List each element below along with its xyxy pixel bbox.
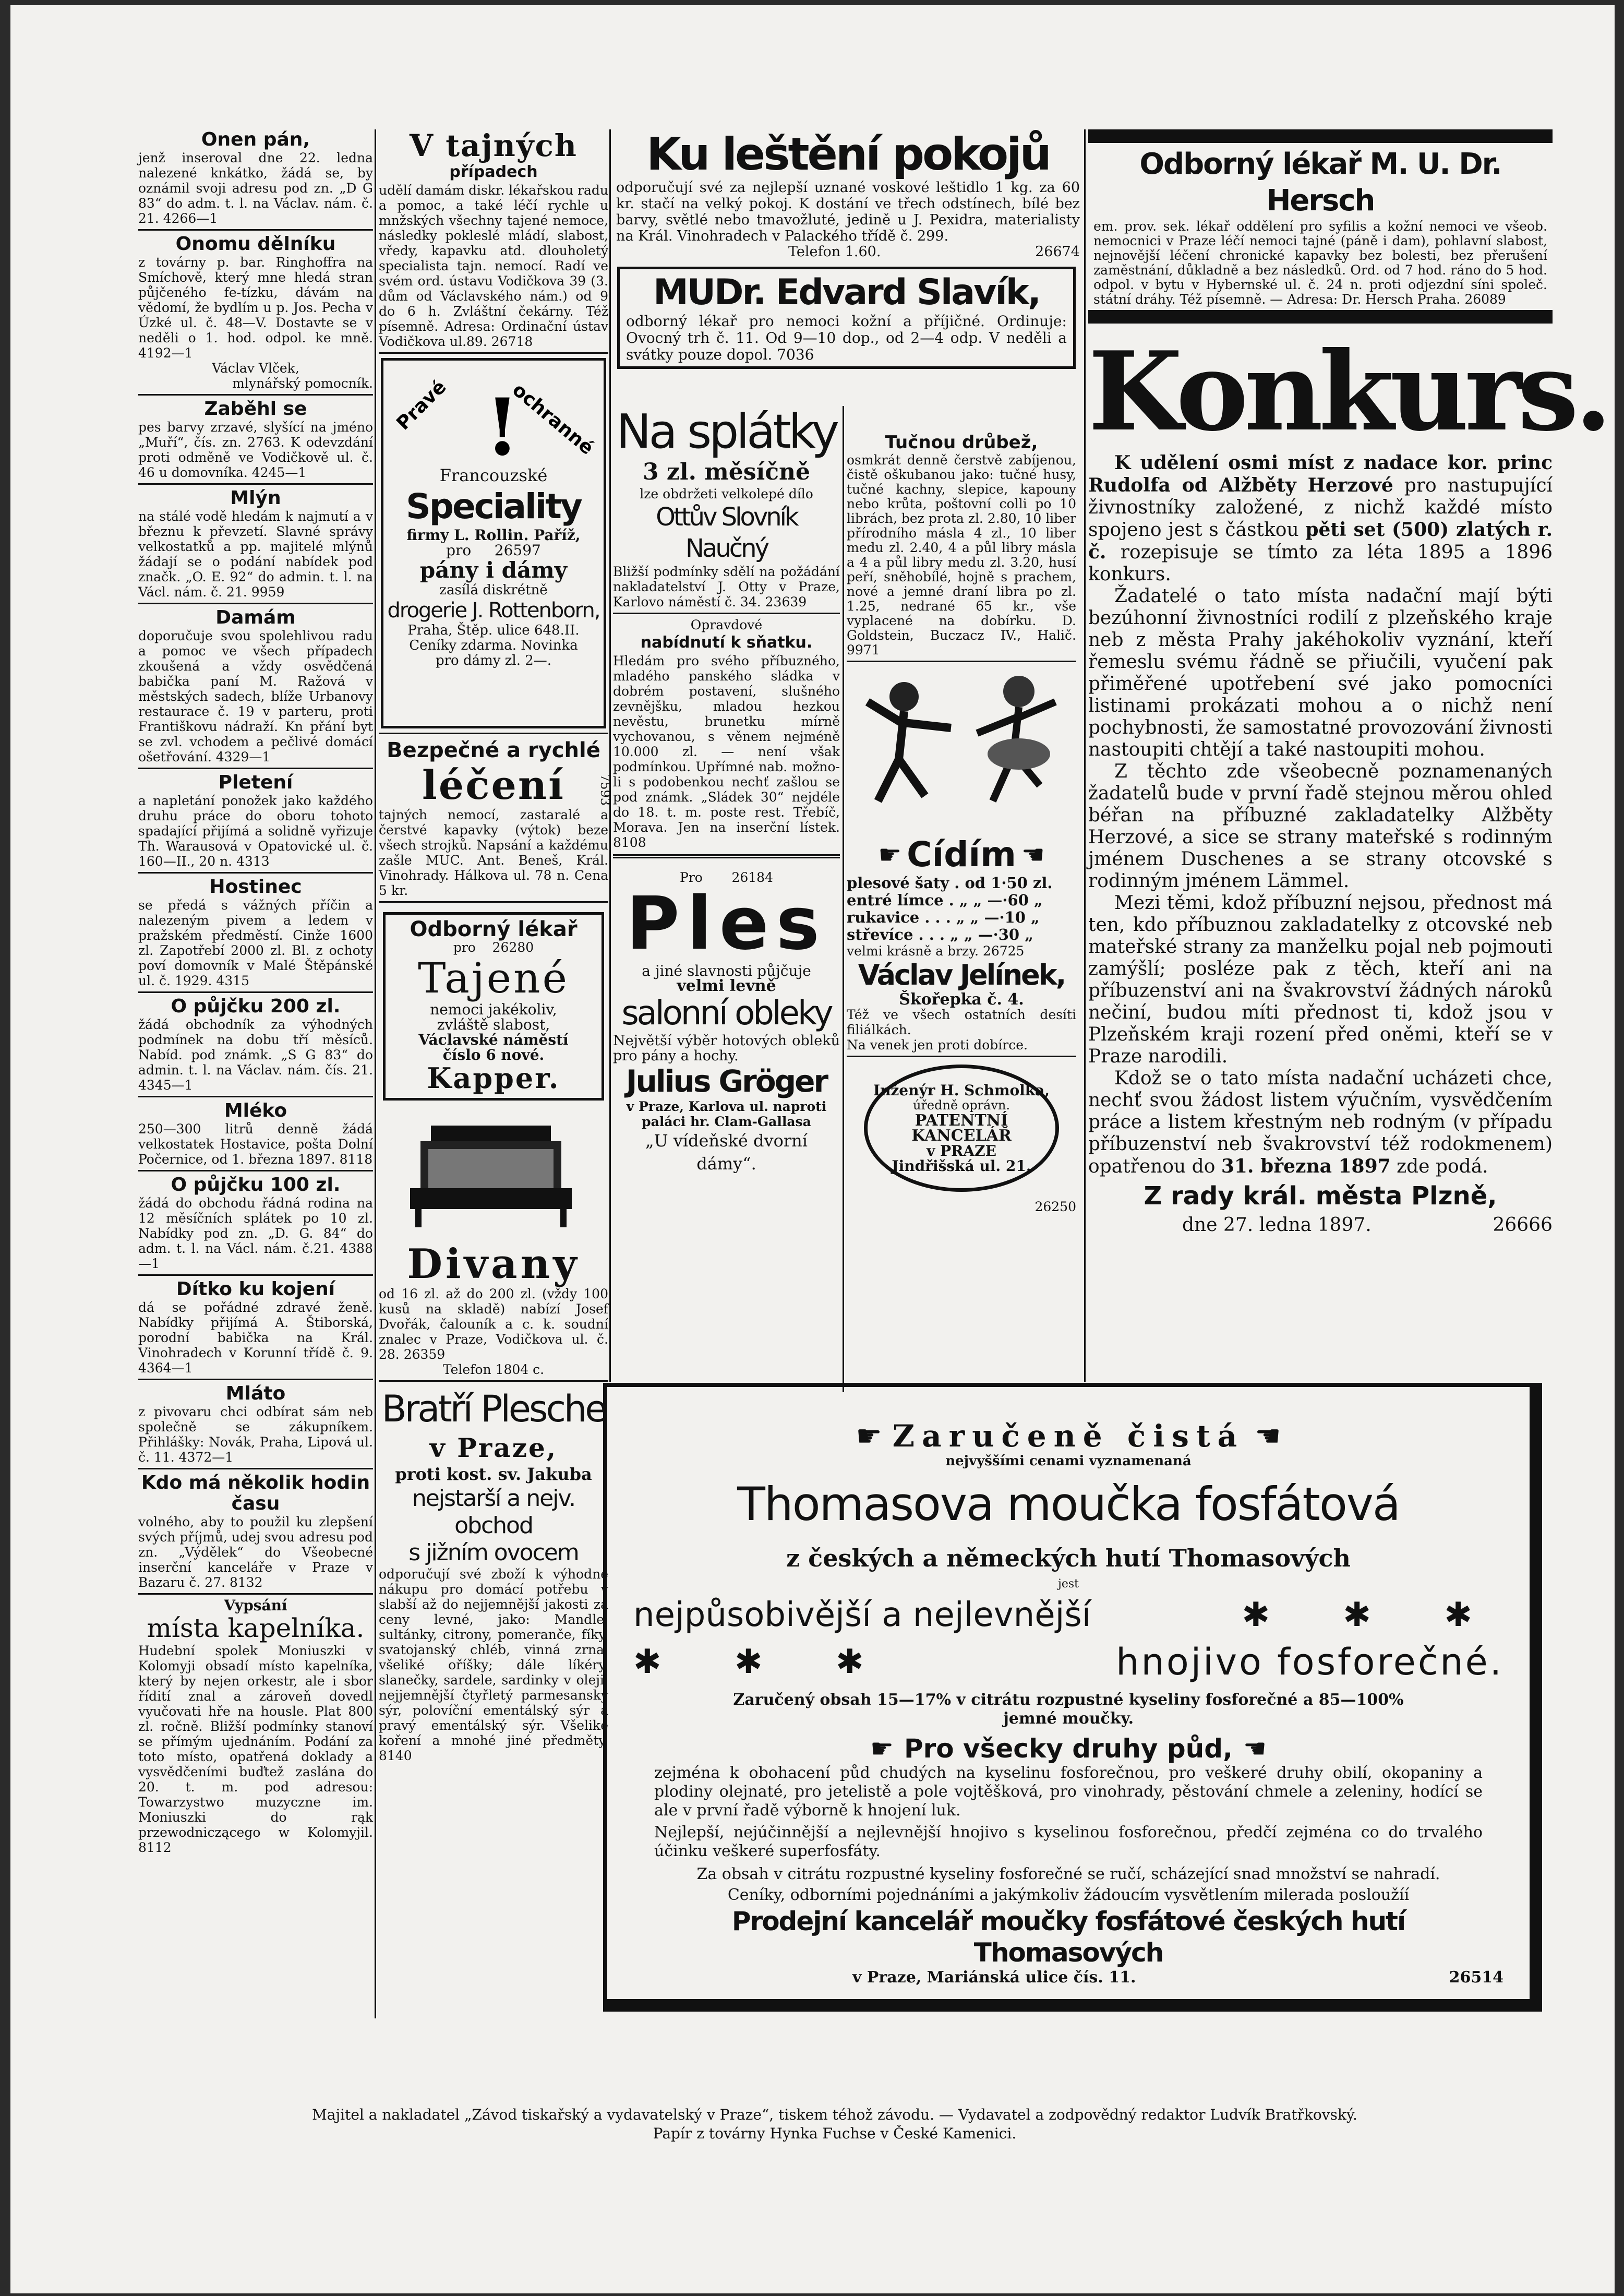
konkurs-p2: Žadatelé o tato místa nadační mají býti bezúhonní živnostníci rodilí z plzeňského kraje neb z města Prahy jakéhokoliv vyznání, kteří řemeslu svému řádně se přiučili, vyučení pak přiměřené upotřebení své jako pomocníci listinami prokázati mohou a o nichž není pochybnosti, že samostatné provozování živnosti nastoupiti chtějí a také nastoupiti mohou. <box>1088 585 1553 760</box>
ad-v-tajnych <box>379 129 608 349</box>
ad-ref: 9971 <box>847 642 880 657</box>
ad-title-large: místa kapelníka. <box>147 1613 365 1643</box>
spec-big: Speciality <box>406 486 581 527</box>
spec-line-3: zasílá diskrétně <box>439 582 548 598</box>
divider <box>138 603 373 604</box>
ad-body <box>138 1514 373 1590</box>
ad-bezpecne <box>379 737 612 898</box>
pointing-hand-icon: ☛ <box>870 1733 894 1764</box>
thomas-body-1: zejména k obohacení půd chudých na kyselinu fosforečnou, pro veškeré druhy obilí, okopaniny a plodiny olejnaté, pro jetelistě a pole vojtěšková, pro vinohrady, pěstování chmele a zeleniny, hodící se ale v první řadě výborně k hnojení luk. <box>654 1764 1483 1820</box>
konkurs-date-row <box>1088 1214 1553 1236</box>
ad-oldest: nejstarší a nejv. obchod <box>412 1485 575 1539</box>
cidim-line-5 <box>847 943 1076 959</box>
ad-ref: 8140 <box>379 1748 412 1763</box>
ad-body <box>1093 219 1547 307</box>
divider <box>379 352 608 354</box>
pointing-hand-icon: ☚ <box>1255 1419 1281 1453</box>
ad-tel: Telefon 1804 c. <box>442 1362 545 1377</box>
ad-snatek <box>613 617 840 850</box>
pointing-hand-icon: ☛ <box>878 839 902 870</box>
ad-ref: 26184 <box>731 870 773 885</box>
spec-line-1: Francouzské <box>439 465 548 485</box>
ad-ref: 4313 <box>236 854 270 869</box>
pointing-hand-icon: ☚ <box>1243 1733 1267 1764</box>
divider <box>138 1170 373 1171</box>
divider <box>138 1468 373 1469</box>
thomas-office: Prodejní kancelář moučky fosfátové českých hutí Thomasových <box>731 1906 1405 1968</box>
ad-ref: 26718 <box>491 334 533 349</box>
ad-title: V tajných <box>410 128 578 163</box>
ad-ref: 4245—1 <box>251 465 307 480</box>
ad-body-text: volného, aby to použil ku zlepšení svých příjmů, udej svou adresu pod zn. „Výdělek“ do Všeobecné inserční kanceláře v Praze v Bazaru č. 27. <box>138 1514 373 1590</box>
thomas-jest: jest <box>1058 1577 1079 1591</box>
ad-body <box>138 150 373 226</box>
ad-name: Kapper. <box>427 1061 560 1095</box>
ad-body <box>138 628 373 764</box>
divider <box>613 854 840 866</box>
column-divider <box>609 129 611 1382</box>
divider <box>138 1593 373 1595</box>
column-3 <box>613 129 1080 1392</box>
ad-name: Julius Gröger <box>625 1063 827 1099</box>
konkurs-p5-text: Kdož se o tato místa nadační ucházeti chce, nechť svou žádost listem výučním, vysvědčením práce a listem křestným neb rodným (v případu příbuzenství neb švakrovství též rodokmenem) opatřenou do <box>1088 1068 1553 1177</box>
ad-body-2: Na venek jen proti dobírce. <box>847 1037 1028 1053</box>
ad-body-text: se předá s vážných příčin a nalezeným pivem a ledem v pražském předměstí. Cinže 1600 zl. Zapotřebí 2000 zl. Bl. z ochoty poví domovník v Malé Štěpánské ul. č. 1929. <box>138 898 373 988</box>
ad-mleko <box>138 1101 373 1167</box>
ad-drubez <box>847 432 1076 1214</box>
ad-big-text: Tajené <box>418 954 569 1002</box>
ad-city: v Praze, <box>429 1432 558 1463</box>
konkurs-p1-bold-2: pěti set (500) zlatých r. č. <box>1088 519 1553 563</box>
ad-body-text: na stálé vodě hledám k najmutí a v březnu k převzetí. Slavné správy velkostatků a pp. majitelé mlýnů žádají se o podání nabídek pod značk. „O. E. 92“ do admin. t. l. na Václ. nám. č. 21. <box>138 509 373 600</box>
schmolka-line-4: v PRAZE <box>927 1142 996 1159</box>
ad-body <box>138 898 373 988</box>
ad-body <box>138 509 373 600</box>
ad-body-3: Václavské náměstí <box>418 1031 569 1048</box>
ad-ref: 23639 <box>765 594 807 609</box>
thomas-addr-row <box>633 1968 1503 1987</box>
ad-onen-pan <box>138 129 373 226</box>
divider <box>138 1274 373 1276</box>
ad-big-text: léčení <box>422 762 565 808</box>
ad-ref: 26725 <box>982 943 1025 959</box>
ad-body-text: od 16 zl. až do 200 zl. (vždy 100 kusů na skladě) nabízí Josef Dvořák, čalouník a c. k. soudní znalec v Praze, Vodičkova ul. č. 28. <box>379 1286 608 1362</box>
ad-title: Mláto <box>225 1383 286 1404</box>
ad-body-text: z pivovaru chci odbírat sám neb společně se zákupníkem. Přihlášky: Novák, Praha, Lipová ul. č. 11. <box>138 1404 373 1465</box>
ad-title-2: nabídnutí k sňatku. <box>640 633 813 652</box>
divider <box>138 394 373 396</box>
ad-title: Dítko ku kojení <box>176 1278 335 1300</box>
ad-ref: 8118 <box>339 1152 373 1167</box>
spec-pro-label: pro <box>446 542 472 559</box>
ad-body-text: žádá do obchodu řádná rodina na 12 měsíčních splátek po 10 zl. Nabídky pod zn. „D. G. 84“ do adm. t. l. na Václ. nám. č.21. <box>138 1195 373 1256</box>
ad-tel: Telefon 1.60. <box>788 244 881 260</box>
ad-title: Tučnou drůbež, <box>885 432 1038 453</box>
thomas-body-3: Za obsah v citrátu rozpustné kyseliny fosforečné se ručí, scházející snad množství se nahradí. <box>696 1865 1440 1883</box>
schmolka-line-2: úředně oprávn. <box>912 1098 1011 1113</box>
spec-line-2: firmy L. Rollin. Paříž, <box>406 527 581 544</box>
divider <box>613 613 840 614</box>
ad-body-1: nemoci jakékoliv, <box>430 1001 557 1018</box>
thomas-pud: Pro všecky druhy půd, <box>904 1733 1233 1764</box>
ad-big-text: Bratří Plesche <box>381 1388 606 1430</box>
footer-line-1: Majitel a nakladatel „Závod tiskařský a vydavatelský v Praze“, tiskem téhož závodu. — Vydavatel a zodpovědný redaktor Ludvík Bratřkovský. <box>312 2106 1357 2123</box>
cidim-line-1: plesové šaty . od 1·50 zl. <box>847 874 1053 892</box>
ad-ref: 4372—1 <box>178 1450 234 1465</box>
ad-body-text: odporučují své zboží k výhodné nákupu pro domácí potřebu v slabší až do nejjemnější jakosti za ceny levné, jako: Mandle, sultánky, citrony, pomeranče, fíky, svatojanský chléb, vinná zrna, všeliké oříšky; dále líkéry, slanečky, sardele, sardinky v oleji, nejjemnější čtyřletý parmesanský sýr, polovíční ementálský sýr a pravý ementálský sýr. Všeliké koření a mnohé jiné předměty. <box>379 1566 608 1748</box>
ad-body <box>138 1017 373 1093</box>
ad-ref: 4388—1 <box>138 1241 373 1271</box>
ad-hersch <box>1088 129 1553 324</box>
thomas-hnojivo-row <box>633 1639 1503 1685</box>
divider <box>379 1380 608 1382</box>
schmolka-line-3: PATENTNÍ KANCELÁŘ <box>911 1111 1012 1145</box>
ad-big-text: Ples <box>626 881 827 966</box>
ad-ref: 4329—1 <box>215 749 271 764</box>
ad-body-text: z továrny p. bar. Ringhoffra na Smíchově, který mne hledá stran půjčeného fe-tízku, dávám na vědomí, že bydlím u p. Jos. Pecha v Úzké ul. č. 48—V. Dostavte se v neděli o 1. hod. odpol. ke mně. <box>138 255 373 345</box>
ad-title: Damám <box>215 607 296 628</box>
ad-zabehl <box>138 399 373 480</box>
ad-slavik <box>617 267 1076 369</box>
ad-sub: 3 zl. měsíčně <box>642 459 811 485</box>
ad-ples <box>613 870 840 1175</box>
sofa-illustration <box>379 1110 603 1240</box>
ad-body <box>138 1404 373 1465</box>
ad-ref: 4345—1 <box>138 1078 193 1093</box>
konkurs-p5-text-2: zde podá. <box>1397 1156 1488 1177</box>
ad-fruit: s jižním ovocem <box>408 1539 579 1566</box>
schmolka-oval <box>864 1065 1059 1192</box>
thomas-addr: v Praze, Mariánská ulice čís. 11. <box>852 1968 1136 1987</box>
divider <box>847 1056 1076 1057</box>
divider <box>138 483 373 485</box>
ad-body-text: odborný lékař pro nemoci kožní a příjičné. Ordinuje: Ovocný trh č. 11. Od 9—10 dop., od 2—4 odp. V neděli a svátky pouze dopol. <box>626 313 1067 363</box>
column-4 <box>1088 129 1608 1392</box>
thomas-stars: ✱ ✱ ✱ <box>1242 1596 1503 1634</box>
ad-body <box>847 453 1076 657</box>
konkurs-p1-text-2: rozepisuje se tímto za léta 1895 a 1896 konkurs. <box>1088 542 1553 585</box>
divider <box>138 991 373 993</box>
schmolka-line-1: Inženýr H. Schmolka, <box>873 1082 1050 1099</box>
divider <box>138 229 373 231</box>
ad-ref: 4315 <box>216 973 250 988</box>
thomas-from: z českých a německých hutí Thomasových <box>786 1544 1351 1572</box>
ad-pujcku-100 <box>138 1175 373 1271</box>
dancers-illustration <box>847 665 1076 832</box>
ad-body-text: pes barvy zrzavé, slyšící na jméno „Muří“, čís. zn. 2763. K odevzdání proti odměně ve Vodičkově ul. č. 46 u domovníka. <box>138 420 373 480</box>
ad-ref: 7036 <box>777 346 814 363</box>
ad-title: Odborný lékař <box>410 917 578 941</box>
ad-body-4: číslo 6 nové. <box>442 1046 545 1063</box>
ad-title: Onomu dělníku <box>175 233 336 255</box>
ad-ref: 4192—1 <box>138 345 193 361</box>
spec-cenik-2: pro dámy zl. 2—. <box>435 653 552 668</box>
exclamation-mark: ! <box>485 381 520 473</box>
newspaper-page <box>10 5 1615 2293</box>
ad-title: Mlýn <box>230 487 281 509</box>
schmolka-line-5: Jindřišská ul. 21. <box>892 1157 1031 1175</box>
cidim-line-2: entré límce . „ „ —·60 „ <box>847 891 1043 909</box>
thomas-body-4: Ceníky, odborními pojednáními a jakýmkoliv žádoucím vysvětlením milerada posloužíí <box>727 1886 1410 1904</box>
ad-addr: v Praze, Karlova ul. naproti paláci hr. Clam-Gallasa <box>626 1099 827 1129</box>
ad-body <box>613 564 840 609</box>
ad-big-text: Ku leštění pokojů <box>646 128 1050 181</box>
ad-body <box>138 1195 373 1271</box>
ad-side-ref: 7593 <box>598 774 612 806</box>
ad-onomu <box>138 234 373 391</box>
ad-subtitle: případech <box>449 163 538 181</box>
cidim-heading <box>847 834 1076 875</box>
ad-thomas <box>603 1383 1542 2012</box>
spec-pany: pány i dámy <box>419 557 568 583</box>
ad-title: Hostinec <box>209 876 302 898</box>
footer <box>209 2106 1461 2143</box>
thomas-top: Zaručeně čistá <box>892 1418 1245 1454</box>
cidim-line-4: střevíce . . . „ „ —·30 „ <box>847 926 1033 943</box>
thomas-best: nejpůsobivější a nejlevnější <box>633 1596 1091 1634</box>
ad-body <box>138 420 373 480</box>
ad-ref: 4266—1 <box>163 211 218 226</box>
divider <box>138 1379 373 1380</box>
ad-kdo <box>138 1473 373 1590</box>
ad-speciality <box>381 358 606 728</box>
arc-left-text: Pravé <box>392 376 451 435</box>
pointing-hand-icon: ☛ <box>856 1419 882 1453</box>
ad-big-text: MUDr. Edvard Slavík, <box>653 272 1040 313</box>
ad-ref: 26674 <box>1035 244 1080 260</box>
ad-body-text: osmkrát denně čerstvě zabíjenou, čistě oškubanou jako: tučné husy, tučné kachny, slepice, kapouny nebo krůta, poštovní colli po 10 librách, bez prota zl. 2.80, 10 liber přírodního másla 4 zl., 10 liber medu zl. 2.40, 4 a půl libry másla a 4 a půl libry medu zl. 3.20, husí peří, sněhobílé, hojně s prachem, nové a jemné draní libra po zl. 1.25, nedrané 65 kr., vše vyplacené na dobírku. D. Goldstein, Buczacz IV., Halič. <box>847 452 1076 643</box>
ad-mlyn <box>138 488 373 600</box>
cidim-line-5-text: velmi krásně a brzy. <box>847 943 979 959</box>
ad-loc: proti kost. sv. Jakuba <box>395 1464 592 1484</box>
thomas-top-row <box>633 1418 1503 1454</box>
ad-body <box>138 1643 373 1855</box>
divider <box>379 733 608 734</box>
ad-title: Mléko <box>224 1100 287 1121</box>
ad-pro-label: Pro <box>680 870 703 885</box>
ad-big-text: Divany <box>407 1240 580 1288</box>
konkurs-p3: Z těchto zde všeobecně poznamenaných žadatelů bude v první řadě stejnou měrou ohled béřan na příbuzné zakladatelky Alžběty Herzové, a sice se strany mateřské s rodinným jménem Duschenes a se strany otcovské s rodinným jménem Lämmel. <box>1088 761 1553 892</box>
ad-addr: Škořepka č. 4. <box>899 990 1024 1009</box>
ad-divany <box>379 1110 608 1377</box>
konkurs-p4: Mezi těmi, kdož příbuzní nejsou, přednost má ten, kdo příbuznou zakladatelky z otcovské neb mateřské strany za manželku pojal neb pojmouti zamýšlí; posléze pak z těch, kteří ani na příbuzenství ani na švakrovství žádných nároků nečiní, budou míti přednost ti, kdož jsou v Plzeňském kraji rození před oněmi, kteří se v Praze narodili. <box>1088 892 1553 1067</box>
ad-pujcku-200 <box>138 996 373 1093</box>
thomas-big: Thomasova moučka fosfátová <box>737 1477 1400 1531</box>
ad-sub-2: velmi levně <box>677 977 776 995</box>
ad-body-text: udělí damám diskr. lékařskou radu a pomoc, a také léčí rychle u mnžských všechny tajené nemoce, následky pokleslé mládí, slabost, vředy, kapavku atd. dlouholetý specialista tajn. nemocí. Radí ve svém ord. ústavu Vodičkova 39 (3. dům od Václavského nám.) od 9 do 6 h. Zvláštní čekárny. Též písemně. Adresa: Ordinační ústav Vodičkova ul.89. <box>379 183 608 349</box>
ad-ref: 4364—1 <box>138 1360 193 1376</box>
thomas-obsah: Zaručený obsah 15—17% v citrátu rozpustné kyseliny fosforečné a 85—100% jemné moučky. <box>733 1691 1404 1728</box>
ad-ref: 8108 <box>613 835 646 850</box>
ad-title: Zaběhl se <box>204 398 307 420</box>
ad-signature-role: mlynářský pomocník. <box>232 376 373 391</box>
column-divider <box>375 129 376 2018</box>
ad-tel-row <box>616 244 1080 259</box>
ad-ref: 26666 <box>1493 1214 1553 1236</box>
ad-ref: 26250 <box>1034 1199 1076 1214</box>
ad-body: odporučují své za nejlepší uznané voskové leštidlo 1 kg. za 60 kr. stačí na velký pokoj. K dostání ve třech odstínech, bílé bez barvy, světlé nebo tmavožluté, jedině u J. Pexidra, materialisty na Král. Vinohradech v Palackého třídě č. 299. <box>616 180 1080 244</box>
ad-body-text: 250—300 litrů denně žádá velkostatek Hostavice, pošta Dolní Počernice, od 1. března 1897. <box>138 1121 373 1167</box>
cidim-line-3: rukavice . . . „ „ —·10 „ <box>847 908 1040 926</box>
thomas-stars-2: ✱ ✱ ✱ <box>633 1643 895 1681</box>
ad-body <box>379 1566 608 1763</box>
arc-lettering-graphic <box>383 361 608 473</box>
ad-splatky <box>613 406 840 1175</box>
spec-addr: Praha, Štěp. ulice 648.II. <box>407 623 580 638</box>
ad-title: Pletení <box>218 772 293 793</box>
ad-body: Největší výběr hotových obleků pro pány a hochy. <box>613 1033 840 1064</box>
column-divider <box>843 406 844 1392</box>
ad-body <box>138 1121 373 1167</box>
ad-body-text: doporučuje svou spolehlivou radu a pomoc ve všech případech zkoušená a vždy osvědčená babička paní M. Ražová v městských sadech, blíže Urbanovy restaurace č. 19 v parteru, proti Františkovu nádraží. Kn přání byt se zvl. vchodem a pečlivé domácí ošetřování. <box>138 628 373 764</box>
ad-body <box>626 313 1067 363</box>
thomas-best-row <box>633 1592 1503 1639</box>
divider <box>138 872 373 874</box>
ad-body: Též ve všech ostatních desíti filiálkách. <box>847 1007 1076 1037</box>
ad-body <box>613 653 840 850</box>
ad-title: Kdo má několik hodin času <box>141 1472 370 1514</box>
ad-body <box>379 183 608 349</box>
ad-body: tajných nemocí, zastaralé a čerstvé kapavky (výtok) beze všech strojků. Napsání a každému zašle MUC. Ant. Beneš, Král. Vinohrady. Hálkova ul. 78 n. Cena 5 kr. <box>379 807 608 898</box>
column-2 <box>379 128 612 2018</box>
ad-oblek: salonní obleky <box>621 994 832 1033</box>
ad-title: Vypsání <box>224 1597 287 1614</box>
ad-plesche <box>379 1385 608 1763</box>
konkurs-p5-bold: 31. března 1897 <box>1221 1155 1391 1177</box>
spec-drogerie: drogerie J. Rottenborn, <box>387 599 600 623</box>
ad-body-2: zvláště slabost, <box>437 1016 550 1033</box>
pointing-hand-icon: ☚ <box>1021 839 1045 870</box>
ad-title: O půjčku 100 zl. <box>171 1174 341 1195</box>
ad-vypsani <box>138 1598 373 1855</box>
ad-name: Václav Jelínek, <box>858 959 1065 991</box>
ad-ditko <box>138 1279 373 1376</box>
thomas-sub: nejvyššími cenami vyznamenaná <box>945 1453 1192 1469</box>
konkurs-p1 <box>1088 452 1553 585</box>
thomas-hnojivo: hnojivo fosforečné. <box>1116 1641 1503 1683</box>
ad-title: Ottův Slovník Naučný <box>656 503 797 563</box>
divider <box>138 768 373 769</box>
ad-big-text: Cídím <box>907 834 1016 875</box>
ad-body-text: jenž inseroval dne 22. ledna nalezené knkátko, žádá se, by oznámil svoji adresu pod zn. „D G 83“ do adm. t. l. na Václav. nám. č. 21. <box>138 150 373 226</box>
konkurs-date: dne 27. ledna 1897. <box>1182 1214 1372 1236</box>
column-1 <box>138 129 373 2024</box>
ad-body-text: žádá obchodník za výhodných podmínek na dobu tří měsíců. Nabíd. pod známk. „S G 83“ do admin. t. l. na Václav. nám. čís. 21. <box>138 1017 373 1078</box>
divider <box>379 901 608 903</box>
ad-big-text: Konkurs. <box>1088 328 1608 456</box>
ad-body-text: Hudební spolek Moniuszki v Kolomyji obsadí místo kapelníka, který by nejen orkestr, ale i sbor řídití znal a zároveň dovedl vyučovati hře na housle. Plat 800 zl. ročně. Bližší podmínky stanoví se přímým ujednáním. Podání za toto místo, opatřená doklady a vysvědčeními buďtež zaslána do 20. t. m. pod adresou: Towarzystwo muzyczne im. Moniuszki do rąk przewodniczącego w Kolomyjil. <box>138 1643 373 1840</box>
ad-body <box>379 1286 608 1362</box>
ad-body-text: em. prov. sek. lékař oddělení pro syfilis a kožní nemoci ve všeob. nemocnici v Praze léčí nemoci tajné (páně i dam), pohlavní slabost, nejnovější léčení chronické kapavky bez bolesti, bez přerušení zaměstnání, důkladně a bez následků. Ord. od 7 hod. ráno do 5 hod. odpol. v bytu v Hybernské ul. č. 24 n. proti odjezdní síni společ. státní dráhy. Též písemně. — Adresa: Dr. Hersch Praha. <box>1093 219 1547 307</box>
divider <box>847 661 1076 662</box>
konkurs-p1-bold: K udělení osmi míst z nadace kor. princ Rudolfa od Alžběty Herzové <box>1088 452 1553 496</box>
ad-ref: 26280 <box>492 940 534 955</box>
ad-title: O půjčku 200 zl. <box>171 996 341 1017</box>
ad-body-1: lze obdržeti velkolepé dílo <box>640 486 813 501</box>
thomas-pud-row <box>633 1733 1503 1764</box>
ad-lesteni <box>613 129 1080 259</box>
ad-shop: „U vídeňské dvorní dámy“. <box>645 1131 808 1174</box>
divider <box>138 1096 373 1097</box>
ad-title: Opravdové <box>690 617 763 632</box>
ad-body <box>138 793 373 869</box>
ad-tajene <box>383 912 604 1101</box>
ad-ref: 26514 <box>1449 1968 1503 1987</box>
footer-line-2: Papír z továrny Hynka Fuchse v České Kamenici. <box>653 2125 1017 2142</box>
ad-signature: Václav Vlček, <box>212 361 299 376</box>
ad-ref: 8132 <box>229 1575 263 1590</box>
ad-ref: 8112 <box>138 1840 172 1855</box>
ad-ref: 9959 <box>251 584 285 600</box>
spec-pro-ref: 26597 <box>494 542 541 559</box>
ad-mlato <box>138 1383 373 1465</box>
column-divider <box>1084 129 1086 1382</box>
ad-body-text: Hledám pro svého příbuzného, mladého panského sládka v dobrém postavení, slušného zevnějšku, mladou hezkou nevěstu, brunetku mírně vychovanou, s věnem nejméně 10.000 zl. — není však podmínkou. Upřímné nab. možno-li s podobenkou nechť zašlou se pod známk. „Sládek 30“ nejdéle do 18. t. m. poste rest. Třebíč, Morava. Jen na inserční lístek. <box>613 653 840 835</box>
konkurs-sign: Z rady král. města Plzně, <box>1144 1181 1497 1211</box>
ad-big-text: Na splátky <box>616 404 837 459</box>
ad-konkurs <box>1088 328 1608 1236</box>
ad-damam <box>138 607 373 764</box>
konkurs-p1-text: pro nastupující živnostníky založené, z nichž každé místo spojeno jest s částkou <box>1088 475 1553 541</box>
ad-title: Bezpečné a rychlé <box>387 738 600 762</box>
ad-hostinec <box>138 877 373 988</box>
ad-title: Onen pán, <box>201 129 310 150</box>
ad-body-text: dá se pořádné zdravé ženě. Nabídky přijímá A. Štiborská, porodní babička na Král. Vinohradech v Korunní třídě č. 9. <box>138 1300 373 1360</box>
ad-body-text: Bližší podmínky sdělí na požádání nakladatelství J. Otty v Praze, Karlovo náměstí č. 34. <box>613 564 840 609</box>
ad-pleteni <box>138 772 373 869</box>
ad-ref: 26359 <box>403 1347 446 1362</box>
ad-pro-label: pro <box>453 940 476 955</box>
spec-pro <box>383 543 604 558</box>
ad-title: Odborný lékař M. U. Dr. Hersch <box>1139 147 1501 218</box>
arc-right-text: ochranné <box>508 379 598 459</box>
ad-sub: a jiné slavnosti půjčuje <box>642 962 811 979</box>
ad-pro <box>391 940 596 955</box>
konkurs-p5 <box>1088 1068 1553 1178</box>
spec-cenik: Ceníky zdarma. Novinka <box>409 638 578 653</box>
ad-body <box>138 255 373 361</box>
ad-body-text: a napletání ponožek jako každého druhu práce do oboru tohoto spadající přijímá a solidně vyřizuje Th. Warausová v Opatovické ul. č. 160—II., 20 n. <box>138 793 373 869</box>
ad-ref: 26089 <box>1464 292 1506 307</box>
ad-body <box>138 1300 373 1376</box>
thomas-body-2: Nejlepší, nejúčinnější a nejlevnější hnojivo s kyselinou fosforečnou, předčí zejména co do trvalého účinku veškeré superfosfáty. <box>654 1823 1483 1860</box>
